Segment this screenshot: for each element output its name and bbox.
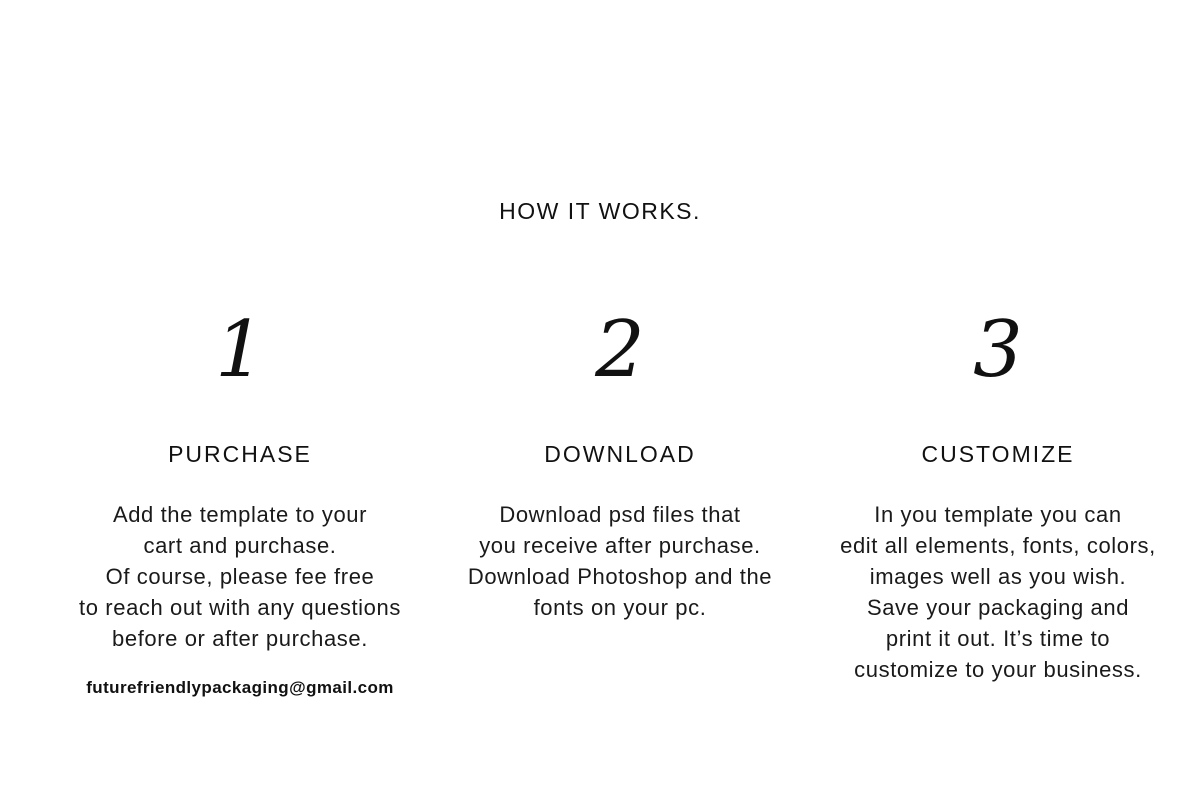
description-line: before or after purchase. xyxy=(112,626,368,651)
description-line: fonts on your pc. xyxy=(533,595,707,620)
description-line: In you template you can xyxy=(874,502,1122,527)
description-line: you receive after purchase. xyxy=(479,533,761,558)
description-line: Save your packaging and xyxy=(866,595,1130,620)
step-heading: CUSTOMIZE xyxy=(921,441,1075,467)
step-number: 1 xyxy=(215,305,265,395)
step-heading: PURCHASE xyxy=(168,441,312,467)
description-line: customize to your business. xyxy=(854,657,1142,682)
description-line: Of course, please fee free xyxy=(105,564,375,589)
step-description xyxy=(808,499,1188,685)
description-line: to reach out with any questions xyxy=(79,595,401,620)
step-description xyxy=(430,499,810,623)
description-line: Download Photoshop and the xyxy=(467,564,773,589)
step-download xyxy=(430,300,810,623)
description-line: images well as you wish. xyxy=(869,564,1127,589)
step-customize xyxy=(808,300,1188,685)
contact-email: futurefriendlypackaging@gmail.com xyxy=(86,678,394,697)
page-title: HOW IT WORKS. xyxy=(499,198,701,224)
step-purchase xyxy=(50,300,430,654)
description-line: Add the template to your xyxy=(112,502,368,527)
step-number: 3 xyxy=(973,305,1023,395)
description-line: Download psd files that xyxy=(499,502,741,527)
step-number: 2 xyxy=(595,305,645,395)
description-line: print it out. It’s time to xyxy=(885,626,1111,651)
step-description xyxy=(50,499,430,654)
step-heading: DOWNLOAD xyxy=(544,441,696,467)
description-line: cart and purchase. xyxy=(143,533,337,558)
description-line: edit all elements, fonts, colors, xyxy=(840,533,1156,558)
